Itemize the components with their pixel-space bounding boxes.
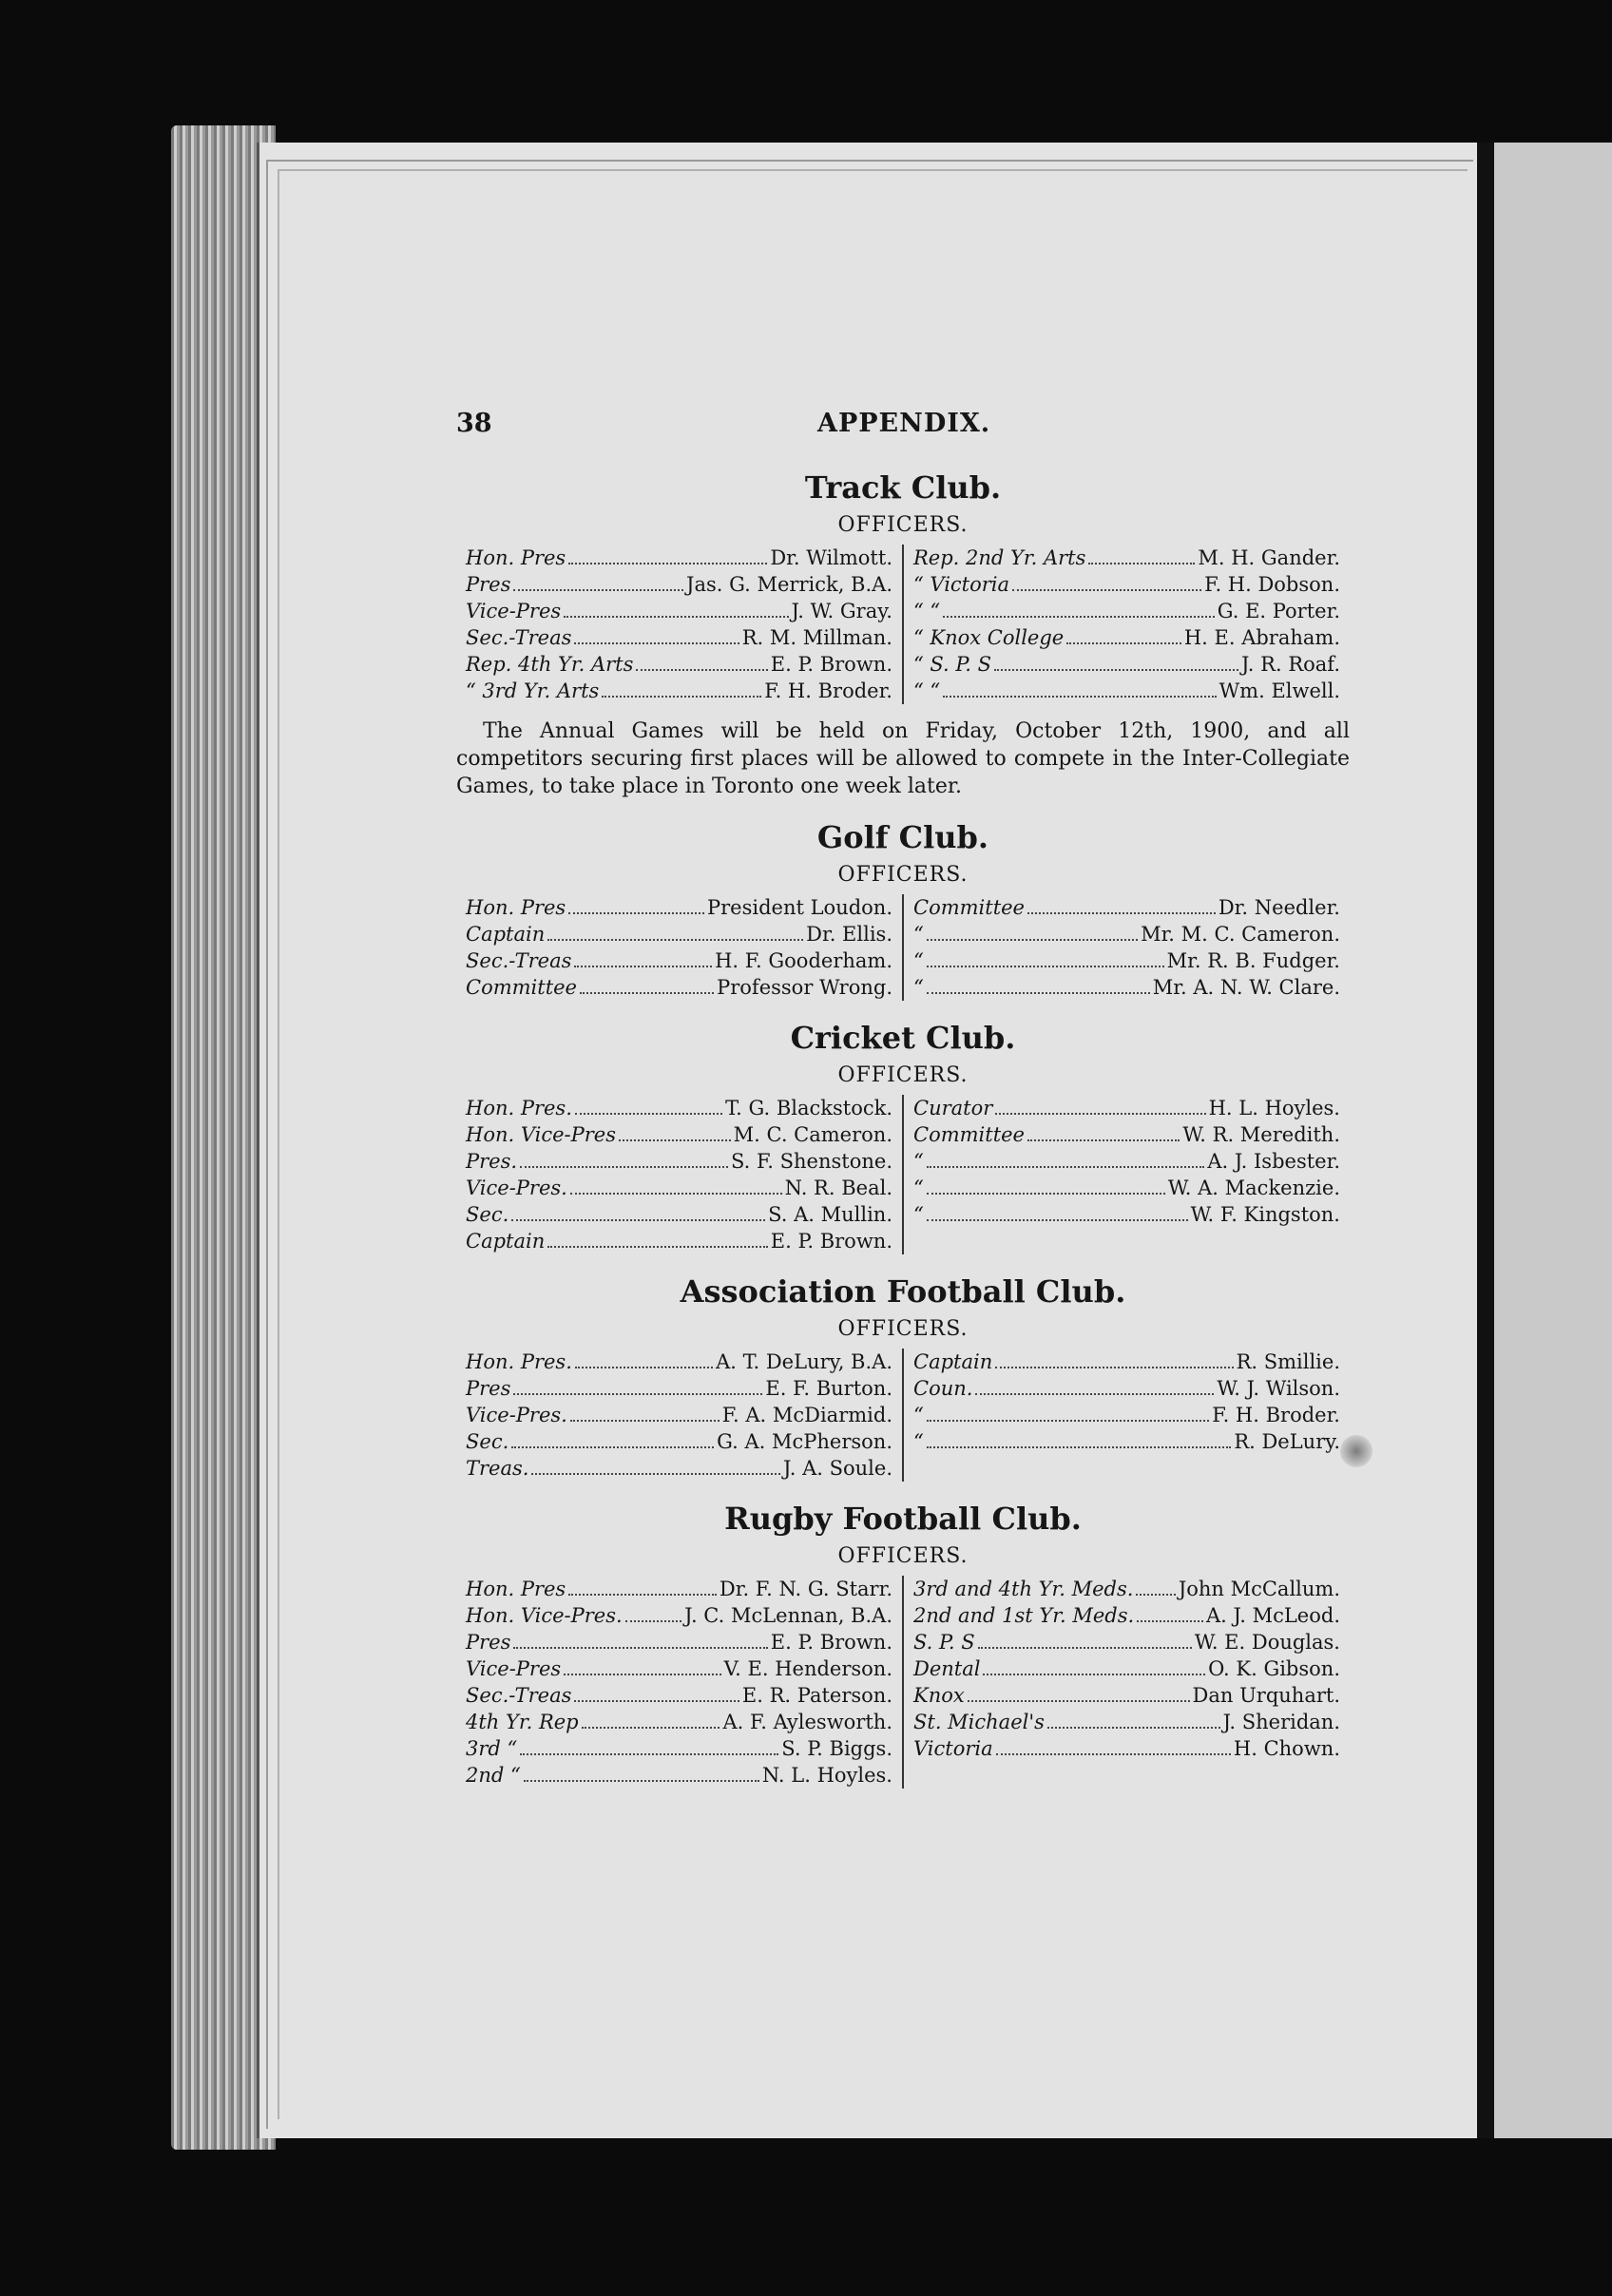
officers-label: OFFICERS. bbox=[837, 1063, 969, 1087]
leader-dots bbox=[978, 1629, 1192, 1649]
officer-name: S. F. Shenstone. bbox=[731, 1150, 892, 1173]
officer-role: Sec. bbox=[466, 1430, 509, 1453]
leader-dots bbox=[513, 1629, 767, 1649]
officer-name: Mr. M. C. Cameron. bbox=[1141, 923, 1340, 946]
officer-name: F. H. Broder. bbox=[1212, 1404, 1340, 1426]
officer-row bbox=[913, 947, 1340, 974]
officer-row bbox=[913, 1682, 1340, 1709]
officer-row bbox=[913, 598, 1340, 624]
leader-dots bbox=[1027, 1121, 1180, 1141]
officer-name: O. K. Gibson. bbox=[1208, 1657, 1340, 1680]
leader-dots bbox=[927, 1175, 1165, 1195]
officers-table bbox=[456, 1095, 1350, 1254]
officer-row bbox=[466, 598, 892, 624]
club-section bbox=[456, 469, 1350, 800]
officer-role: 2nd “ bbox=[466, 1764, 521, 1787]
officer-row bbox=[913, 1655, 1340, 1682]
officer-name: H. E. Abraham. bbox=[1183, 626, 1340, 649]
leader-dots bbox=[568, 894, 704, 914]
officer-name: Dr. Needler. bbox=[1218, 896, 1340, 919]
running-title: APPENDIX. bbox=[817, 409, 991, 438]
leader-dots bbox=[619, 1121, 731, 1141]
leader-dots bbox=[574, 1682, 739, 1702]
officer-name: E. P. Brown. bbox=[770, 1230, 892, 1253]
officer-role: Sec.-Treas bbox=[466, 949, 572, 972]
officer-row bbox=[913, 921, 1340, 947]
officer-role: “ bbox=[913, 1150, 924, 1173]
officer-row bbox=[466, 1375, 892, 1402]
officer-role: Vice-Pres. bbox=[466, 1404, 567, 1426]
officer-name: J. C. McLennan, B.A. bbox=[684, 1604, 892, 1627]
officer-row bbox=[913, 1175, 1340, 1201]
leader-dots bbox=[511, 1428, 714, 1448]
officer-row bbox=[913, 1602, 1340, 1629]
officer-role: St. Michael's bbox=[913, 1711, 1045, 1733]
officer-row bbox=[466, 1095, 892, 1121]
officer-name: E. F. Burton. bbox=[765, 1377, 892, 1400]
officer-role: Hon. Vice-Pres. bbox=[466, 1604, 623, 1627]
leader-dots bbox=[927, 921, 1138, 941]
officer-role: Vice-Pres bbox=[466, 1657, 562, 1680]
officer-row bbox=[913, 1428, 1340, 1455]
officer-role: “ bbox=[913, 1177, 924, 1199]
officer-row bbox=[913, 894, 1340, 921]
club-title: Golf Club. bbox=[816, 819, 989, 855]
officer-name: S. P. Biggs. bbox=[781, 1737, 892, 1760]
officers-column-right bbox=[902, 1576, 1350, 1789]
officer-name: A. T. DeLury, B.A. bbox=[716, 1350, 892, 1373]
officer-name: F. A. McDiarmid. bbox=[721, 1404, 892, 1426]
officer-name: A. J. Isbester. bbox=[1207, 1150, 1340, 1173]
officer-role: Dental bbox=[913, 1657, 981, 1680]
leader-dots bbox=[636, 651, 767, 671]
leader-dots bbox=[531, 1455, 780, 1475]
officer-role: Sec.-Treas bbox=[466, 1684, 572, 1707]
officer-role: “ “ bbox=[913, 600, 941, 622]
club-title: Rugby Football Club. bbox=[724, 1501, 1082, 1537]
officer-name: Professor Wrong. bbox=[717, 976, 892, 999]
officer-role: “ bbox=[913, 976, 924, 999]
officer-row bbox=[466, 1629, 892, 1655]
officer-name: G. A. McPherson. bbox=[717, 1430, 892, 1453]
leader-dots bbox=[582, 1709, 720, 1729]
leader-dots bbox=[574, 624, 739, 644]
page-content bbox=[456, 409, 1350, 1789]
officer-name: E. P. Brown. bbox=[770, 653, 892, 676]
officer-role: Pres bbox=[466, 1377, 511, 1400]
officer-row bbox=[466, 1576, 892, 1602]
leader-dots bbox=[568, 545, 767, 564]
officer-role: Victoria bbox=[913, 1737, 993, 1760]
officers-table bbox=[456, 1576, 1350, 1789]
leader-dots bbox=[570, 1175, 782, 1195]
officers-column-right bbox=[902, 1095, 1350, 1254]
officer-name: S. A. Mullin. bbox=[768, 1203, 892, 1226]
officer-row bbox=[913, 1148, 1340, 1175]
officer-role: “ bbox=[913, 1404, 924, 1426]
leader-dots bbox=[927, 1428, 1232, 1448]
officer-row bbox=[466, 1762, 892, 1789]
leader-dots bbox=[547, 921, 803, 941]
officer-role: 3rd and 4th Yr. Meds. bbox=[913, 1578, 1134, 1600]
officer-row bbox=[913, 1709, 1340, 1735]
officers-label: OFFICERS. bbox=[837, 863, 969, 887]
officer-role: Pres bbox=[466, 1631, 511, 1654]
officer-name: J. R. Roaf. bbox=[1241, 653, 1340, 676]
officer-name: R. M. Millman. bbox=[741, 626, 892, 649]
officer-name: R. Smillie. bbox=[1236, 1350, 1340, 1373]
officers-column-right bbox=[902, 894, 1350, 1001]
officer-name: Mr. R. B. Fudger. bbox=[1166, 949, 1340, 972]
club-section bbox=[456, 1020, 1350, 1254]
club-sections bbox=[456, 469, 1350, 1789]
officer-row bbox=[466, 1228, 892, 1254]
officer-name: F. H. Dobson. bbox=[1204, 573, 1340, 596]
facing-page-edge bbox=[1494, 143, 1612, 2138]
officer-row bbox=[466, 947, 892, 974]
officer-name: N. L. Hoyles. bbox=[761, 1764, 892, 1787]
leader-dots bbox=[520, 1148, 728, 1168]
officer-role: Committee bbox=[913, 896, 1025, 919]
leader-dots bbox=[1027, 894, 1216, 914]
officer-name: H. Chown. bbox=[1233, 1737, 1340, 1760]
running-header bbox=[456, 409, 1350, 450]
officer-row bbox=[913, 571, 1340, 598]
officer-row bbox=[913, 1201, 1340, 1228]
officer-row bbox=[913, 1349, 1340, 1375]
leader-dots bbox=[995, 1349, 1233, 1368]
officer-role: Sec. bbox=[466, 1203, 509, 1226]
officer-row bbox=[466, 921, 892, 947]
officer-role: Vice-Pres. bbox=[466, 1177, 567, 1199]
leader-dots bbox=[927, 1148, 1205, 1168]
officer-name: T. G. Blackstock. bbox=[725, 1097, 892, 1119]
officer-name: R. DeLury. bbox=[1234, 1430, 1340, 1453]
officer-role: Hon. Pres bbox=[466, 1578, 566, 1600]
officer-role: “ Victoria bbox=[913, 573, 1010, 596]
officer-role: Captain bbox=[466, 1230, 546, 1253]
officer-row bbox=[913, 1095, 1340, 1121]
officer-role: “ “ bbox=[913, 679, 941, 702]
officer-row bbox=[466, 1175, 892, 1201]
leader-dots bbox=[994, 651, 1238, 671]
officers-column-right bbox=[902, 545, 1350, 704]
officer-role: Treas. bbox=[466, 1457, 529, 1480]
officer-role: Captain bbox=[913, 1350, 993, 1373]
officer-name: W. F. Kingston. bbox=[1190, 1203, 1340, 1226]
officer-role: Rep. 2nd Yr. Arts bbox=[913, 546, 1086, 569]
leader-dots bbox=[996, 1735, 1231, 1755]
officer-row bbox=[466, 1121, 892, 1148]
leader-dots bbox=[568, 1576, 717, 1596]
officer-name: W. E. Douglas. bbox=[1194, 1631, 1340, 1654]
officer-row bbox=[466, 1735, 892, 1762]
officer-row bbox=[466, 1201, 892, 1228]
officer-row bbox=[466, 624, 892, 651]
leader-dots bbox=[575, 1095, 722, 1115]
officer-role: “ Knox College bbox=[913, 626, 1065, 649]
officers-column-left bbox=[456, 1095, 902, 1254]
leader-dots bbox=[1012, 571, 1201, 591]
officer-row bbox=[466, 974, 892, 1001]
officer-role: Committee bbox=[466, 976, 577, 999]
officers-label: OFFICERS. bbox=[837, 513, 969, 537]
section-note: The Annual Games will be held on Friday, October 12th, 1900, and all competitors securing first places will be allowed to compete in the Inter-Collegiate Games, to take place in Toronto one week later. bbox=[456, 719, 1350, 798]
leader-dots bbox=[927, 1402, 1210, 1422]
officer-row bbox=[466, 1455, 892, 1482]
officer-role: Hon. Vice-Pres bbox=[466, 1123, 617, 1146]
officer-name: W. J. Wilson. bbox=[1217, 1377, 1340, 1400]
officer-row bbox=[466, 571, 892, 598]
leader-dots bbox=[995, 1095, 1205, 1115]
officer-name: J. Sheridan. bbox=[1222, 1711, 1340, 1733]
officer-role: Committee bbox=[913, 1123, 1025, 1146]
club-title: Association Football Club. bbox=[680, 1273, 1126, 1310]
officer-role: 4th Yr. Rep bbox=[466, 1711, 579, 1733]
leader-dots bbox=[968, 1682, 1190, 1702]
leader-dots bbox=[1047, 1709, 1220, 1729]
leader-dots bbox=[943, 678, 1216, 698]
officer-row bbox=[466, 678, 892, 704]
officer-name: President Loudon. bbox=[707, 896, 892, 919]
officers-label: OFFICERS. bbox=[837, 1544, 969, 1568]
officer-name: H. F. Gooderham. bbox=[715, 949, 892, 972]
officer-row bbox=[913, 974, 1340, 1001]
officer-name: G. E. Porter. bbox=[1217, 600, 1340, 622]
officer-name: Dan Urquhart. bbox=[1192, 1684, 1340, 1707]
officer-name: M. C. Cameron. bbox=[733, 1123, 892, 1146]
officer-role: Curator bbox=[913, 1097, 993, 1119]
officer-row bbox=[913, 678, 1340, 704]
leader-dots bbox=[1066, 624, 1181, 644]
officer-row bbox=[466, 1428, 892, 1455]
officers-column-left bbox=[456, 1576, 902, 1789]
officer-row bbox=[913, 1375, 1340, 1402]
officer-name: Dr. Wilmott. bbox=[770, 546, 892, 569]
officer-name: A. F. Aylesworth. bbox=[722, 1711, 892, 1733]
officer-role: Coun. bbox=[913, 1377, 973, 1400]
officer-name: Dr. F. N. G. Starr. bbox=[719, 1578, 892, 1600]
officers-label: OFFICERS. bbox=[837, 1317, 969, 1341]
leader-dots bbox=[513, 1375, 762, 1395]
officer-name: J. A. Soule. bbox=[782, 1457, 892, 1480]
officer-role: “ bbox=[913, 923, 924, 946]
officers-column-left bbox=[456, 894, 902, 1001]
officer-row bbox=[913, 1735, 1340, 1762]
leader-dots bbox=[570, 1402, 720, 1422]
leader-dots bbox=[574, 947, 712, 967]
officer-row bbox=[466, 1148, 892, 1175]
officer-row bbox=[466, 1602, 892, 1629]
officer-row bbox=[466, 1709, 892, 1735]
leader-dots bbox=[520, 1735, 778, 1755]
leader-dots bbox=[575, 1349, 713, 1368]
officer-name: Mr. A. N. W. Clare. bbox=[1152, 976, 1340, 999]
officer-name: N. R. Beal. bbox=[784, 1177, 892, 1199]
officer-name: E. P. Brown. bbox=[770, 1631, 892, 1654]
officer-role: Hon. Pres bbox=[466, 896, 566, 919]
leader-dots bbox=[927, 1201, 1188, 1221]
officer-role: “ bbox=[913, 1430, 924, 1453]
leader-dots bbox=[983, 1655, 1205, 1675]
officer-role: Pres bbox=[466, 573, 511, 596]
officer-row bbox=[913, 624, 1340, 651]
officer-name: J. W. Gray. bbox=[791, 600, 892, 622]
officer-row bbox=[466, 1402, 892, 1428]
officer-row bbox=[913, 1576, 1340, 1602]
officer-role: Knox bbox=[913, 1684, 965, 1707]
page-number: 38 bbox=[456, 409, 492, 438]
leader-dots bbox=[625, 1602, 681, 1622]
officer-row bbox=[913, 545, 1340, 571]
book-gutter bbox=[1477, 143, 1494, 2138]
officers-column-left bbox=[456, 1349, 902, 1482]
officer-row bbox=[466, 1349, 892, 1375]
officer-role: “ bbox=[913, 949, 924, 972]
officer-name: Jas. G. Merrick, B.A. bbox=[686, 573, 892, 596]
leader-dots bbox=[524, 1762, 759, 1782]
officer-role: Pres. bbox=[466, 1150, 518, 1173]
officer-role: Hon. Pres bbox=[466, 546, 566, 569]
officer-name: W. R. Meredith. bbox=[1182, 1123, 1340, 1146]
officer-role: Sec.-Treas bbox=[466, 626, 572, 649]
leader-dots bbox=[580, 974, 714, 994]
officer-row bbox=[913, 1629, 1340, 1655]
officer-role: Hon. Pres. bbox=[466, 1350, 572, 1373]
leader-dots bbox=[1136, 1576, 1175, 1596]
leader-dots bbox=[927, 947, 1164, 967]
leader-dots bbox=[564, 598, 788, 618]
officer-role: Captain bbox=[466, 923, 546, 946]
officer-name: V. E. Henderson. bbox=[723, 1657, 892, 1680]
leader-dots bbox=[943, 598, 1215, 618]
officer-role: 2nd and 1st Yr. Meds. bbox=[913, 1604, 1135, 1627]
officer-role: “ S. P. S bbox=[913, 653, 992, 676]
officers-table bbox=[456, 545, 1350, 704]
officer-name: M. H. Gander. bbox=[1198, 546, 1340, 569]
officer-role: Rep. 4th Yr. Arts bbox=[466, 653, 634, 676]
officers-column-right bbox=[902, 1349, 1350, 1482]
club-title: Cricket Club. bbox=[790, 1020, 1016, 1056]
leader-dots bbox=[1137, 1602, 1203, 1622]
officer-name: F. H. Broder. bbox=[764, 679, 892, 702]
officer-name: Dr. Ellis. bbox=[806, 923, 892, 946]
leader-dots bbox=[1088, 545, 1195, 564]
officer-role: “ 3rd Yr. Arts bbox=[466, 679, 600, 702]
officer-role: 3rd “ bbox=[466, 1737, 518, 1760]
officer-row bbox=[913, 651, 1340, 678]
officer-name: Wm. Elwell. bbox=[1219, 679, 1340, 702]
officer-row bbox=[466, 651, 892, 678]
club-section bbox=[456, 1501, 1350, 1789]
club-title: Track Club. bbox=[804, 469, 1002, 506]
officer-name: W. A. Mackenzie. bbox=[1167, 1177, 1340, 1199]
officer-role: Vice-Pres bbox=[466, 600, 562, 622]
officer-row bbox=[466, 894, 892, 921]
officer-name: H. L. Hoyles. bbox=[1208, 1097, 1340, 1119]
officer-role: Hon. Pres. bbox=[466, 1097, 572, 1119]
officers-table bbox=[456, 1349, 1350, 1482]
officer-role: “ bbox=[913, 1203, 924, 1226]
leader-dots bbox=[975, 1375, 1214, 1395]
officer-row bbox=[913, 1402, 1340, 1428]
leader-dots bbox=[511, 1201, 765, 1221]
officer-role: S. P. S bbox=[913, 1631, 975, 1654]
leader-dots bbox=[513, 571, 683, 591]
leader-dots bbox=[547, 1228, 768, 1248]
officer-name: John McCallum. bbox=[1178, 1578, 1340, 1600]
officer-row bbox=[466, 1655, 892, 1682]
officers-column-left bbox=[456, 545, 902, 704]
officer-row bbox=[466, 545, 892, 571]
leader-dots bbox=[602, 678, 761, 698]
club-section bbox=[456, 1273, 1350, 1482]
leader-dots bbox=[564, 1655, 721, 1675]
leader-dots bbox=[927, 974, 1150, 994]
officer-row bbox=[913, 1121, 1340, 1148]
club-section bbox=[456, 819, 1350, 1001]
officer-name: E. R. Paterson. bbox=[741, 1684, 892, 1707]
officers-table bbox=[456, 894, 1350, 1001]
officer-row bbox=[466, 1682, 892, 1709]
officer-name: A. J. McLeod. bbox=[1205, 1604, 1340, 1627]
